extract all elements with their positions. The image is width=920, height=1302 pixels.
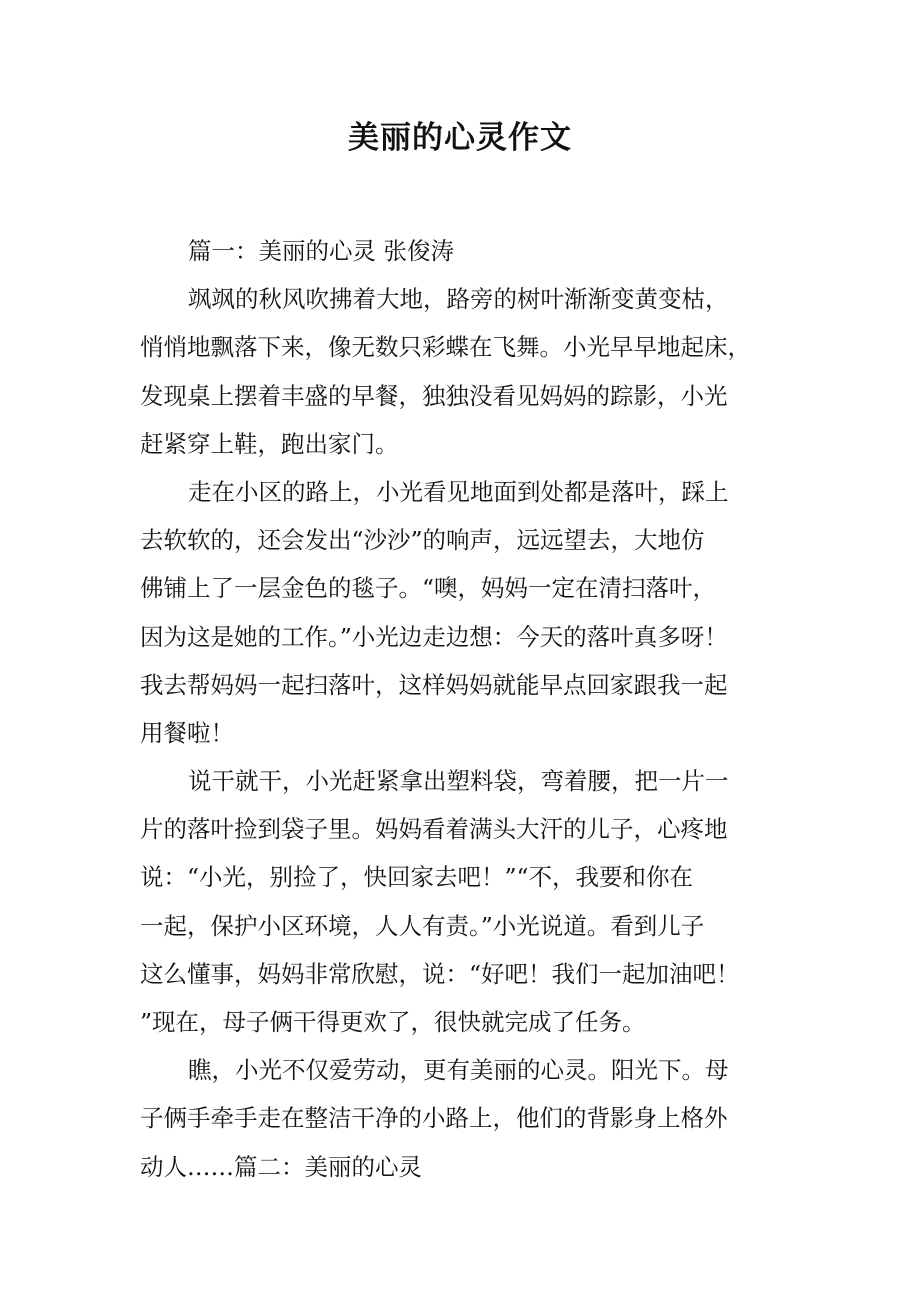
text-line: 用餐啦！ — [140, 718, 234, 747]
text-line: 说：“小光，别捡了，快回家去吧！”“不，我要和你在 — [140, 863, 694, 892]
text-line: 去软软的，还会发出“沙沙”的响声，远远望去，大地仿 — [140, 526, 705, 555]
document-title: 美丽的心灵作文 — [348, 120, 572, 156]
text-line: 子俩手牵手走在整洁干净的小路上，他们的背影身上格外 — [140, 1104, 728, 1133]
text-line: 赶紧穿上鞋，跑出家门。 — [140, 429, 399, 458]
text-line: ”现在，母子俩干得更欢了，很快就完成了任务。 — [140, 1008, 646, 1036]
text-line: 悄悄地飘落下来，像无数只彩蝶在飞舞。小光早早地起床， — [140, 333, 751, 362]
document-body — [140, 227, 780, 1191]
text-line: 这么懂事，妈妈非常欣慰，说：“好吧！我们一起加油吧！ — [140, 959, 740, 988]
text-line: 佛铺上了一层金色的毯子。“噢，妈妈一定在清扫落叶， — [140, 574, 717, 603]
text-line: 飒飒的秋风吹拂着大地，路旁的树叶渐渐变黄变枯， — [188, 285, 729, 314]
text-line: 发现桌上摆着丰盛的早餐，独独没看见妈妈的踪影，小光 — [140, 381, 728, 410]
text-line: 瞧，小光不仅爱劳动，更有美丽的心灵。阳光下。母 — [188, 1056, 729, 1085]
text-line: 说干就干，小光赶紧拿出塑料袋，弯着腰，把一片一 — [188, 767, 729, 796]
text-line: 走在小区的路上，小光看见地面到处都是落叶，踩上 — [188, 477, 729, 506]
text-line: 动人……篇二：美丽的心灵 — [140, 1152, 422, 1181]
text-line: 一起，保护小区环境，人人有责。”小光说道。看到儿子 — [140, 911, 705, 940]
text-line: 片的落叶捡到袋子里。妈妈看着满头大汗的儿子，心疼地 — [140, 815, 728, 844]
text-line: 因为这是她的工作。”小光边走边想：今天的落叶真多呀！ — [140, 622, 728, 651]
text-line: 我去帮妈妈一起扫落叶，这样妈妈就能早点回家跟我一起 — [140, 670, 728, 699]
text-line: 篇一：美丽的心灵 张俊涛 — [188, 237, 454, 265]
